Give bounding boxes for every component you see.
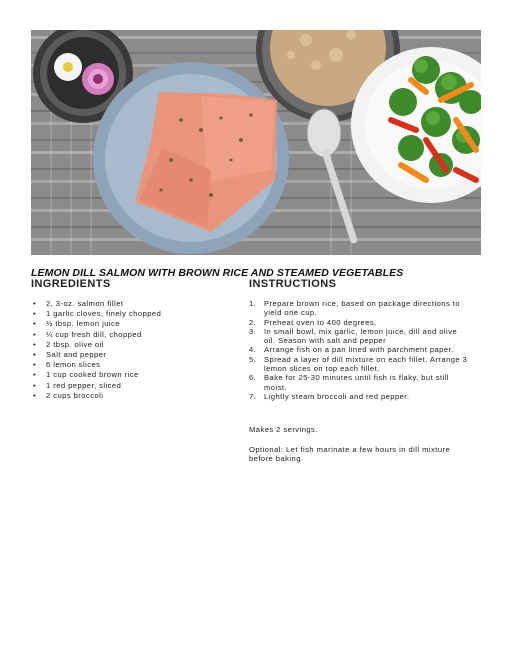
instruction-step [249, 392, 471, 401]
instruction-step [249, 327, 471, 346]
ingredients-heading: INGREDIENTS [31, 278, 111, 290]
instruction-step [249, 318, 471, 327]
step-text: In small bowl, mix garlic, lemon juice, dill and olive oil. Season with salt and pepper [264, 326, 458, 346]
step-text: Preheat oven to 400 degrees. [264, 317, 377, 327]
ingredient-item: • 2 cups broccoli [31, 391, 231, 401]
recipe-photo [31, 30, 481, 255]
ingredient-item: • 6 lemon slices [31, 360, 231, 370]
step-number: 5. [249, 354, 257, 364]
step-text: Lightly steam broccoli and red pepper. [264, 391, 410, 401]
instructions-heading: INSTRUCTIONS [249, 278, 337, 290]
step-number: 6. [249, 373, 257, 383]
daisy-white [54, 53, 82, 81]
step-text: Spread a layer of dill mixture on each fillet. Arrange 3 lemon slices on top each fillet. [264, 354, 468, 374]
instruction-step [249, 373, 471, 392]
ingredient-item: • ½ tbsp. lemon juice [31, 319, 231, 329]
step-number: 4. [249, 345, 257, 355]
step-number: 3. [249, 326, 257, 336]
instructions-list [249, 299, 471, 401]
daisy-pink [82, 63, 114, 95]
ingredient-item: • ¼ cup fresh dill, chopped [31, 330, 231, 340]
ingredient-item: • Salt and pepper [31, 350, 231, 360]
instruction-step [249, 345, 471, 354]
step-text: Prepare brown rice, based on package directions to yield one cup. [264, 299, 460, 318]
ingredient-item: • 1 red pepper, sliced [31, 381, 231, 391]
ingredients-list [31, 299, 231, 401]
instruction-step [249, 299, 471, 318]
ingredient-item: • 1 cup cooked brown rice [31, 370, 231, 380]
instruction-step [249, 355, 471, 374]
step-number: 7. [249, 391, 257, 401]
step-number: 2. [249, 317, 257, 327]
recipe-title: LEMON DILL SALMON WITH BROWN RICE AND STEAMED VEGETABLES [31, 267, 404, 279]
ingredient-item: • 1 garlic cloves, finely chopped [31, 309, 231, 319]
ingredient-item: • 2 tbsp. olive oil [31, 340, 231, 350]
ingredient-item: • 2, 3-oz. salmon fillet [31, 299, 231, 309]
servings-note: Makes 2 servings. [249, 425, 318, 434]
step-text: Arrange fish on a pan lined with parchment paper. [264, 345, 454, 355]
optional-note: Optional: Let fish marinate a few hours in dill mixture before baking. [249, 445, 451, 464]
step-text: Bake for 25-30 minutes until fish is flaky, but still moist. [264, 373, 449, 392]
step-number: 1. [249, 299, 257, 308]
